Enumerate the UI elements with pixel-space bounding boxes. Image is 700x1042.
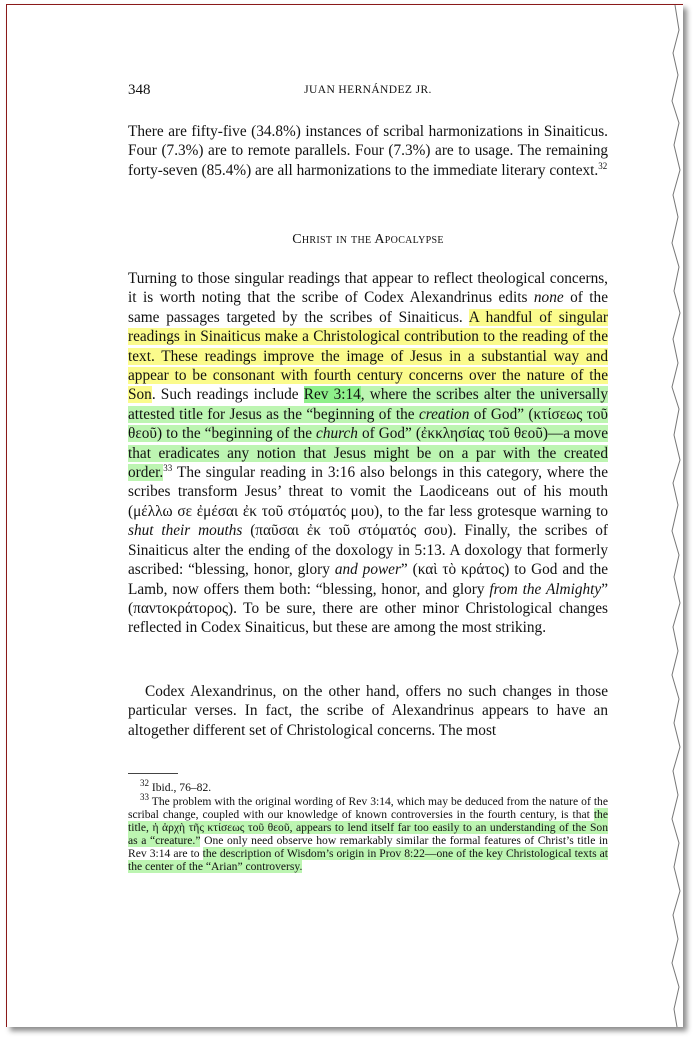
footnote-number: 33 xyxy=(140,792,149,803)
torn-page-edge xyxy=(669,5,683,1027)
emphasis: none xyxy=(533,289,564,307)
text-run: of God” (κτίσεως τοῦ θεοῦ) to the “beginning of the xyxy=(128,405,609,443)
text-run: ” (καὶ τὸ κράτος) to God and the Lamb, now offers them both: “blessing, honor, and glory xyxy=(128,561,609,598)
emphasis: church xyxy=(316,425,358,443)
footnote-32 xyxy=(128,778,608,794)
section-heading: Christ in the Apocalypse xyxy=(292,232,444,247)
emphasis: and power xyxy=(334,561,401,579)
footnote-ref-33: 33 xyxy=(163,462,173,473)
footnote-text: The problem with the original wording of Rev 3:14, which may be deduced from the nature of the scribal change, coupled with our knowledge of known controversies in the fourth century, is that xyxy=(128,795,608,822)
emphasis: creation xyxy=(418,405,470,423)
footnote-33 xyxy=(128,792,608,874)
text-run: . Such readings include xyxy=(151,386,304,404)
yellow-highlight: A handful of singular readings in Sinaiticus make a Christological contribution to the reading of the text. These readings improve the image of Jesus in a substantial way and appear to be consonant with fourth century concerns over the nature of the Son xyxy=(128,308,608,404)
text-run: (παῦσαι ἐκ τοῦ στόματός σου). Finally, the scribes of Sinaiticus alter the ending of the doxology in 5:13. A doxology that formerly ascribed: “blessing, honor, glory xyxy=(128,522,609,579)
page-number: 348 xyxy=(128,82,151,98)
footnote-text: Ibid., 76–82. xyxy=(149,781,212,794)
text-run: , where the scribes alter the universally attested title for Jesus as the “beginning of the xyxy=(128,386,608,423)
paragraph-harmonizations xyxy=(128,122,608,180)
p3-text: Codex Alexandrinus, on the other hand, offers no such changes in those particular verses. In fact, the scribe of Alexandrinus appears to have an altogether different set of Christological concerns. The most xyxy=(128,683,608,739)
rev-3-14-highlight: Rev 3:14 xyxy=(303,386,361,404)
footnote-ref-32: 32 xyxy=(598,160,608,171)
paragraph-alexandrinus xyxy=(128,682,608,740)
scanned-page xyxy=(6,4,683,1027)
text-run: ” (παντοκράτορος). To be sure, there are other minor Christological changes reflected in Codex Sinaiticus, but these are among the most striking. xyxy=(128,580,608,637)
running-title: JUAN HERNÁNDEZ JR. xyxy=(304,84,432,96)
emphasis: from the Almighty xyxy=(489,580,602,598)
text-run: Turning to those singular readings that appear to reflect theological concerns, it is worth noting that the scribe of Codex Alexandrinus edits xyxy=(128,270,608,307)
text-run: of God” (ἐκκλησίας τοῦ θεοῦ)—a move that eradicates any notion that Jesus might be on a par with the created order. xyxy=(128,425,608,482)
footnote-highlight: the title, ἡ ἀρχὴ τῆς κτίσεως τοῦ θεοῦ, appears to lend itself far too easily to an understanding of the Son as a “creature.” xyxy=(128,808,608,848)
p1-text: There are fifty-five (34.8%) instances of scribal harmonizations in Sinaiticus. Four (7.3%) are to remote parallels. Four (7.3%) are to usage. The remaining forty-seven (85.4%) are all harmonizations to the immediate literary context. xyxy=(128,123,608,179)
footnote-text: One only need observe how remarkably similar the formal features of Christ’s title in Rev 3:14 are to xyxy=(128,834,608,861)
text-run: The singular reading in 3:16 also belongs in this category, where the scribes transform Jesus’ threat to vomit the Laodiceans out of his mouth (μέλλω σε ἐμέσαι ἐκ τοῦ στόματός μου), to the far less grotesque warning to xyxy=(128,464,608,520)
footnote-number: 32 xyxy=(140,778,149,789)
paragraph-christological xyxy=(128,269,608,638)
footnote-divider xyxy=(128,773,178,774)
footnote-highlight: the description of Wisdom’s origin in Prov 8:22—one of the key Christological texts at the center of the “Arian” controversy. xyxy=(128,847,608,874)
emphasis: shut their mouths xyxy=(128,522,243,540)
text-run: of the same passages targeted by the scribes of Sinaiticus. xyxy=(128,289,608,326)
running-head xyxy=(128,82,608,104)
